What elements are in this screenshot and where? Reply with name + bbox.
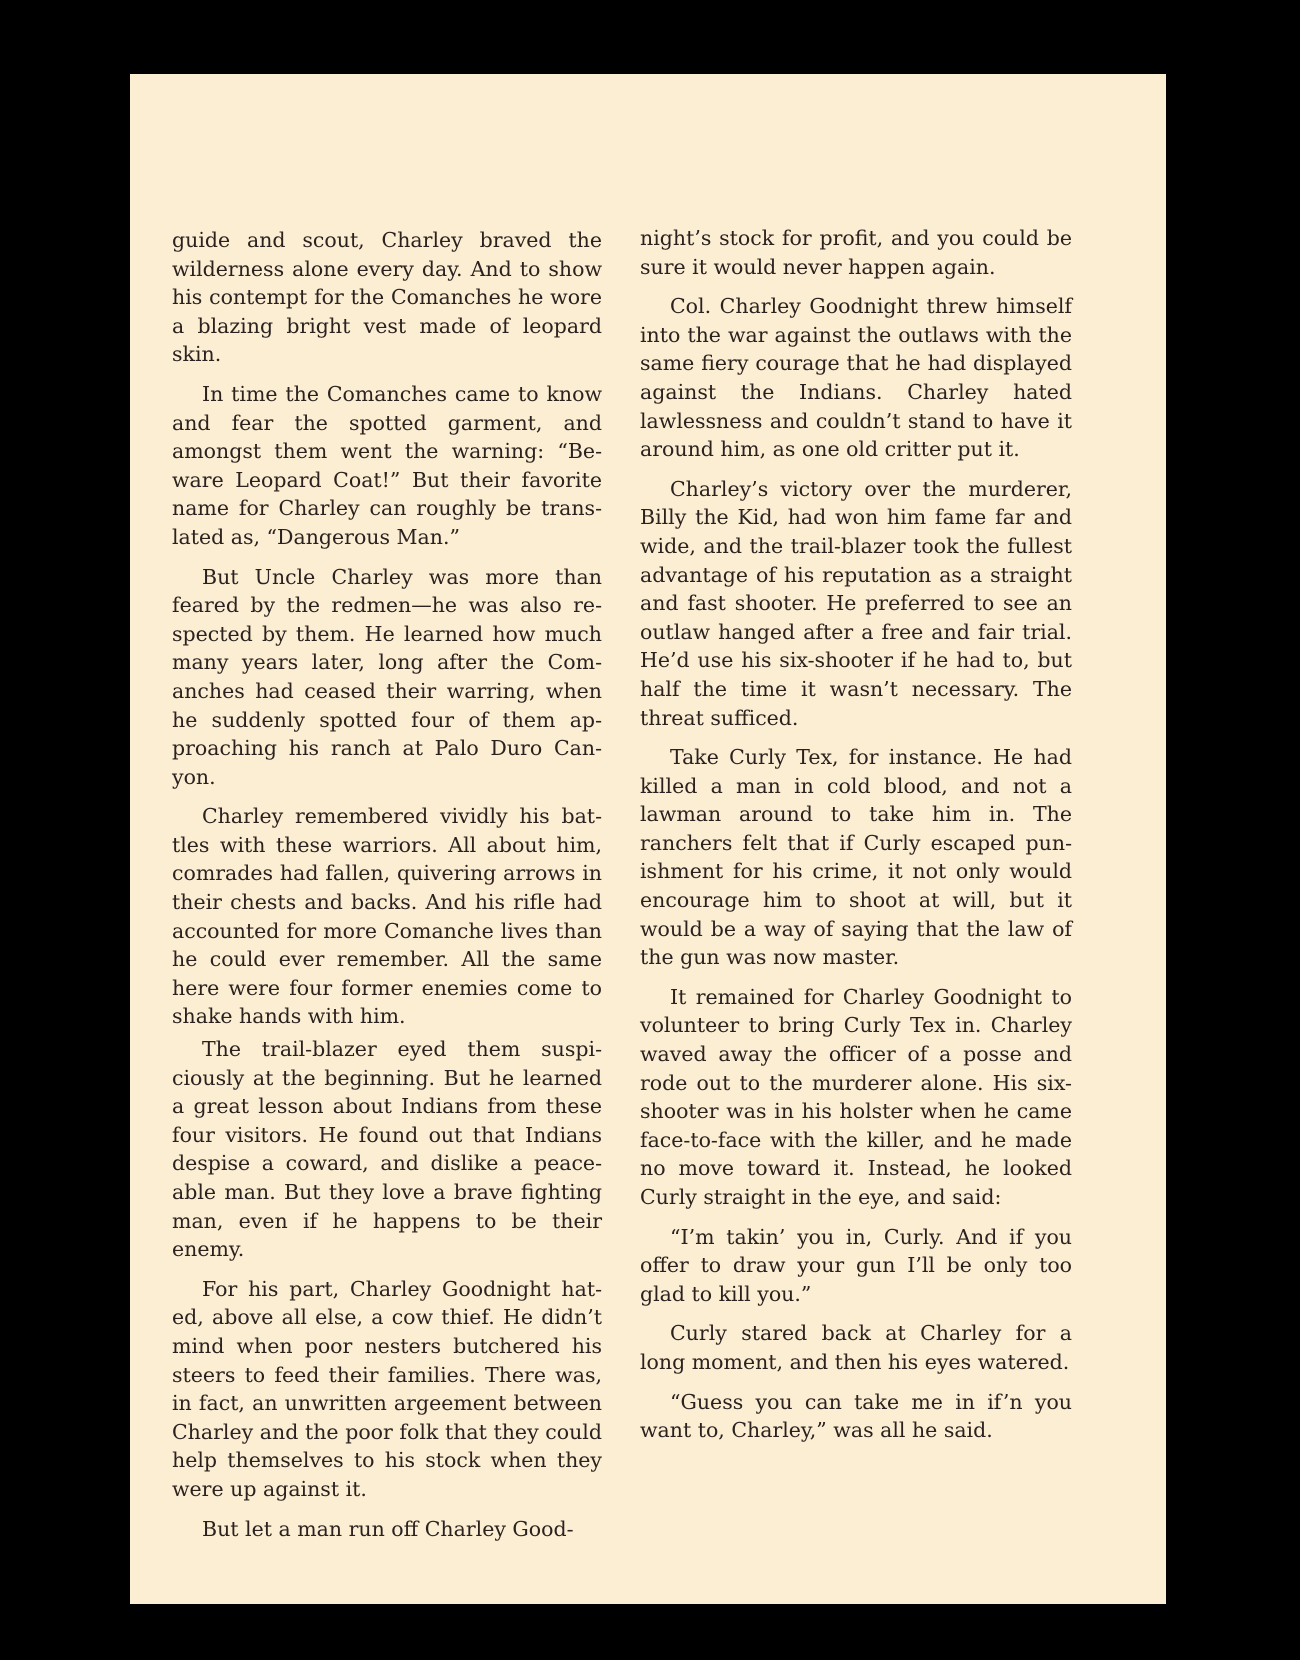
paragraph: Take Curly Tex, for instance. He had killed a man in cold blood, and not a lawman around to take him in. The ranchers felt that if Curly escaped punishment for his crime, it not only would encourage him to shoot at will, but it would be a way of saying that the law of the gun was now master. xyxy=(640,745,1072,970)
paragraph: guide and scout, Charley braved the wilderness alone every day. And to show his contempt for the Comanches he wore a blazing bright vest made of leopard skin. xyxy=(172,228,602,367)
paragraph: It remained for Charley Goodnight to volunteer to bring Curly Tex in. Charley waved away the officer of a posse and rode out to the murderer alone. His six-shooter was in his holster when he came face-to-face with the killer, and he made no move toward it. Instead, he looked Curly straight in the eye, and said: xyxy=(640,984,1072,1209)
paragraph: Curly stared back at Charley for a long moment, and then his eyes watered. xyxy=(640,1321,1072,1374)
paragraph: “I’m takin’ you in, Curly. And if you offer to draw your gun I’ll be only too glad to kill you.” xyxy=(640,1224,1072,1306)
page xyxy=(130,74,1166,1604)
paragraph: The trail-blazer eyed them suspiciously at the beginning. But he learned a great lesson about Indians from these four visitors. He found out that Indians despise a coward, and dislike a peaceable man. But they love a brave fighting man, even if he happens to be their enemy. xyxy=(172,1037,602,1262)
paragraph: “Guess you can take me in if’n you want to, Charley,” was all he said. xyxy=(640,1389,1072,1443)
paragraph: But let a man run off Charley Good- xyxy=(202,1516,574,1541)
paragraph: night’s stock for profit, and you could be sure it would never happen again. xyxy=(640,226,1072,279)
paragraph: In time the Comanches came to know and fear the spotted garment, and amongst them went the warning: “Beware Leopard Coat!” But their favorite name for Charley can roughly be translated as, “Dangerous Man.” xyxy=(172,381,602,549)
paragraph: Charley’s victory over the murderer, Billy the Kid, had won him fame far and wide, and the trail-blazer took the fullest advantage of his reputation as a straight and fast shooter. He preferred to see an outlaw hanged after a free and fair trial. He’d use his six-shooter if he had to, but half the time it wasn’t necessary. The threat sufficed. xyxy=(640,476,1072,730)
paragraph: But Uncle Charley was more than feared by the redmen—he was also respected by them. He learned how much many years later, long after the Comanches had ceased their warring, when he suddenly spotted four of them approaching his ranch at Palo Duro Canyon. xyxy=(172,564,602,789)
paragraph: For his part, Charley Goodnight hated, above all else, a cow thief. He didn’t mind when poor nesters butchered his steers to feed their families. There was, in fact, an unwritten argeement between Charley and the poor folk that they could help themselves to his stock when they were up against it. xyxy=(172,1276,602,1501)
right-column xyxy=(640,224,1072,1456)
left-column xyxy=(172,226,602,1554)
paragraph: Charley remembered vividly his battles with these warriors. All about him, comrades had fallen, quivering arrows in their chests and backs. And his rifle had accounted for more Comanche lives than he could ever remember. All the same here were four former enemies come to shake hands with him. xyxy=(172,804,602,1029)
paragraph: Col. Charley Goodnight threw himself into the war against the outlaws with the same fiery courage that he had displayed against the Indians. Charley hated lawlessness and couldn’t stand to have it around him, as one old critter put it. xyxy=(640,294,1072,462)
